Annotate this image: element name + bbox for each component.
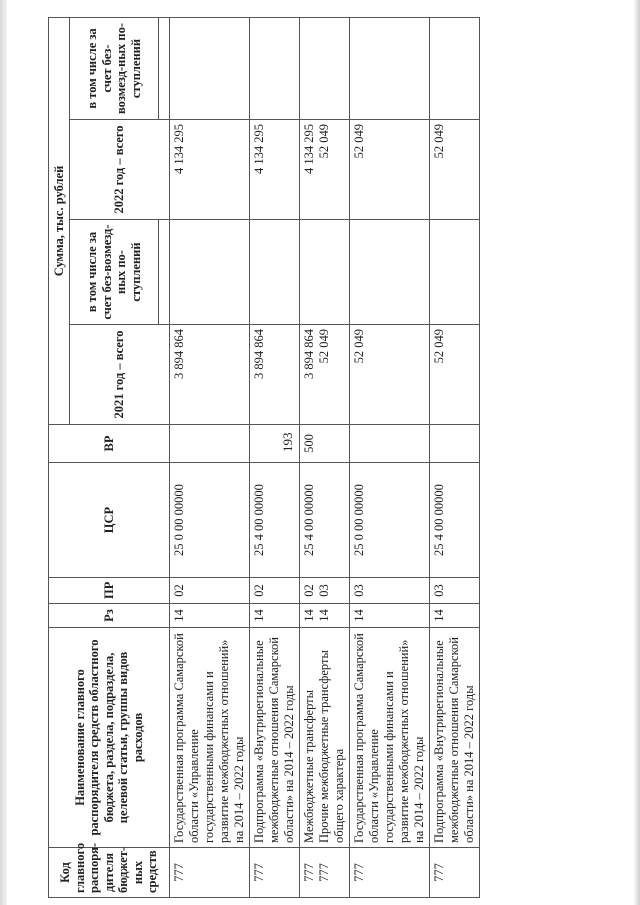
cell-rz: 14 [350,604,430,628]
cell-2021-total: 3 894 864 52 049 [300,325,350,425]
scan-edge-right [634,0,640,905]
cell-2022-free [170,17,250,119]
cell-2021-free [430,220,480,325]
cell-vr: 500 [300,425,350,463]
cell-name: Подпрограмма «Внутрирегиональные межбюджетные отношения Самарской области» на 2014 – 2022 годы [430,628,480,848]
cell-code: 777 777 [300,848,350,898]
cell-vr [170,425,250,463]
cell-2021-total: 52 049 [350,325,430,425]
cell-name: Межбюджетные трансферты Прочие межбюджетные трансферты общего характера [300,628,350,848]
cell-code: 777 [250,848,300,898]
cell-2022-total: 4 134 295 [250,120,300,220]
cell-code: 777 [170,848,250,898]
cell-2021-total: 3 894 864 [170,325,250,425]
header-2022-free-spacer [159,17,170,119]
cell-rz: 14 [250,604,300,628]
cell-rz: 14 [430,604,480,628]
header-pr: ПР [49,578,170,604]
header-vr: ВР [49,425,170,463]
cell-2022-free [350,17,430,119]
cell-2021-total: 3 894 864 [250,325,300,425]
cell-2021-free [170,220,250,325]
cell-vr [350,425,430,463]
cell-2021-total: 52 049 [430,325,480,425]
cell-pr: 02 [170,578,250,604]
cell-2021-free [350,220,430,325]
cell-rz: 14 14 [300,604,350,628]
header-2022-free: в том числе за счет без-возмезд-ных по-ступлений [70,17,159,119]
cell-name: Государственная программа Самарской области «Управление государственными финансами и развитие межбюджетных отношений» на 2014 – 2022 годы [170,628,250,848]
table-header [49,17,170,897]
cell-pr: 02 03 [300,578,350,604]
header-sum: Сумма, тыс. рублей [49,17,70,424]
cell-2022-free [300,17,350,119]
cell-csr: 25 4 00 00000 [300,463,350,578]
cell-code: 777 [430,848,480,898]
cell-2021-free [300,220,350,325]
cell-2022-total: 4 134 295 52 049 [300,120,350,220]
header-name: Наименование главного распорядителя средств областного бюджета, раздела, подраздела, целевой статьи, группы видов расходов [49,628,170,848]
table-body [170,17,480,897]
header-2021-free: в том числе за счет без-возмезд-ных по-ступлений [70,220,159,325]
cell-2022-total: 4 134 295 [170,120,250,220]
cell-pr: 02 [250,578,300,604]
cell-vr [430,425,480,463]
table-row [300,17,350,897]
rotated-table-container [48,18,603,898]
page-number: 193 [280,432,295,452]
cell-csr: 25 4 00 00000 [250,463,300,578]
header-2021-total: 2021 год – всего [70,325,170,425]
cell-name: Государственная программа Самарской области «Управление государственными финансами и развитие межбюджетных отношений» на 2014 – 2022 годы [350,628,430,848]
header-2021-free-spacer [159,220,170,325]
header-2022-total: 2022 год – всего [70,120,170,220]
cell-rz: 14 [170,604,250,628]
cell-2022-total: 52 049 [430,120,480,220]
cell-csr: 25 0 00 00000 [170,463,250,578]
table-row [350,17,430,897]
cell-2022-total: 52 049 [350,120,430,220]
cell-code: 777 [350,848,430,898]
header-code: Код главного распоря-дителя бюджет-ных средств [49,848,170,898]
cell-2022-free [430,17,480,119]
cell-2022-free [250,17,300,119]
budget-table [48,17,480,898]
header-csr: ЦСР [49,463,170,578]
cell-csr: 25 4 00 00000 [430,463,480,578]
table-row [250,17,300,897]
table-row [430,17,480,897]
scan-edge-left [0,0,7,905]
header-rz: Рз [49,604,170,628]
cell-vr [250,425,300,463]
table-row [170,17,250,897]
cell-pr: 03 [430,578,480,604]
cell-pr: 03 [350,578,430,604]
cell-csr: 25 0 00 00000 [350,463,430,578]
cell-2021-free [250,220,300,325]
cell-name: Подпрограмма «Внутрирегиональные межбюджетные отношения Самарской области» на 2014 – 2022 годы [250,628,300,848]
